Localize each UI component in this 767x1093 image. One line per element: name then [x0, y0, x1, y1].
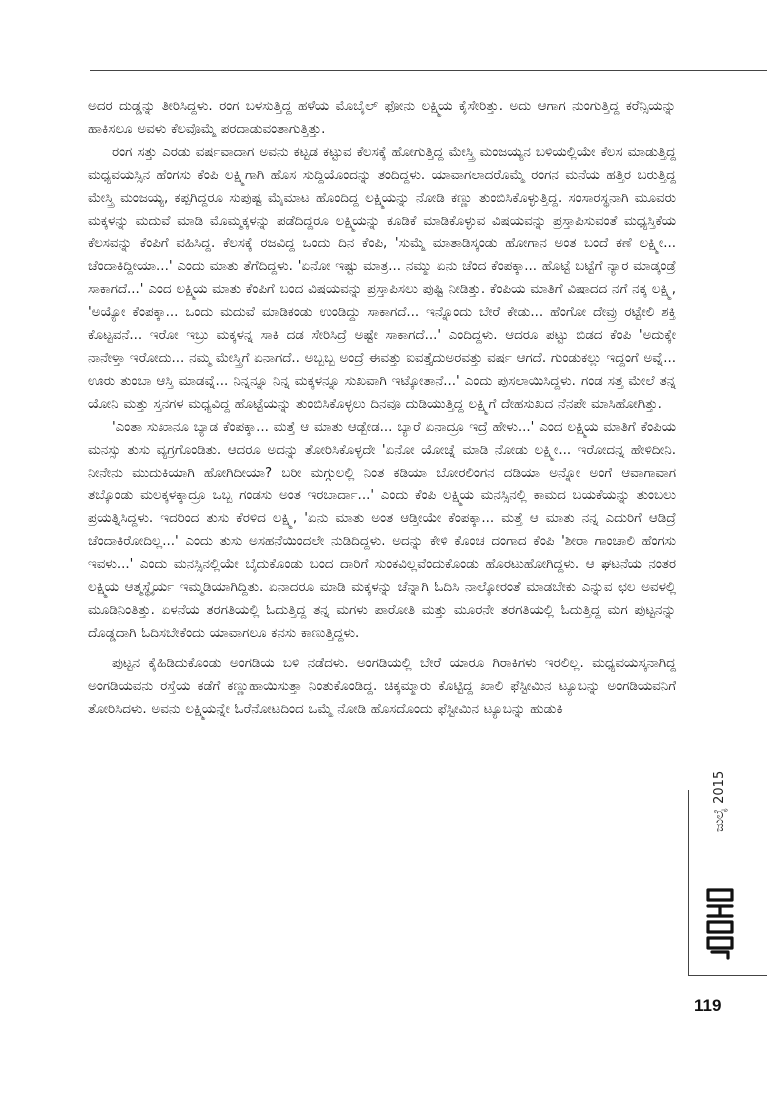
paragraph-1: ಅದರ ದುಡ್ಡನ್ನು ತೀರಿಸಿದ್ದಳು. ರಂಗ ಬಳಸುತ್ತಿದ್ದ ಹಳೆಯ ಮೊಬೈಲ್ ಫೋನು ಲಕ್ಷ್ಮಿಯ ಕೈಸೇರಿತ್ತು. ಅದು ಆಗಾಗ ನುಂಗುತ್ತಿದ್ದ ಕರೆನ್ಸಿಯನ್ನು ಹಾಕಿಸಲೂ ಅವಳು ಕೆಲವೊಮ್ಮೆ ಪರದಾಡುವಂತಾಗುತ್ತಿತ್ತು.	[88, 99, 676, 137]
page-number: 119	[694, 996, 722, 1015]
margin-rule	[688, 790, 689, 975]
paragraph-3: 'ಎಂತಾ ಸುಖಾನೂ ಬ್ಯಾಡ ಕೆಂಪಕ್ಕಾ... ಮತ್ತೆ ಆ ಮಾತು ಆಡ್ಬೇಡ... ಬ್ಯಾರೆ ಏನಾದ್ರೂ ಇದ್ರೆ ಹೇಳು...' ಎಂದ ಲಕ್ಷ್ಮಿಯ ಮಾತಿಗೆ ಕೆಂಪಿಯ ಮನಸ್ಸು ತುಸು ವ್ಯಗ್ರಗೊಂಡಿತು. ಆದರೂ ಅದನ್ನು ತೋರಿಸಿಕೊಳ್ಳದೇ 'ಏನೋ ಯೋಚ್ನೆ ಮಾಡಿ ನೋಡು ಲಕ್ಷ್ಮೀ... ಇರೋದನ್ನ ಹೇಳಿದೀನಿ. ನೀನೇನು ಮುದುಕಿಯಾಗಿ ಹೋಗಿದೀಯಾ? ಬರೀ ಮಗ್ಗುಲಲ್ಲಿ ನಿಂತ ಕಡಿಯಾ ಬೋರಲಿಂಗನ ದಡಿಯಾ ಅನ್ನೋ ಅಂಗೆ ಆವಾಗಾವಾಗ ತಬ್ಕೊಂಡು ಮಲಕ್ಕಳಕ್ಕಾದ್ರೂ ಒಬ್ಬ ಗಂಡಸು ಅಂತ ಇರಬಾರ್ದಾ...' ಎಂದು ಕೆಂಪಿ ಲಕ್ಷ್ಮಿಯ ಮನಸ್ಸಿನಲ್ಲಿ ಕಾಮದ ಬಯಕೆಯನ್ನು ತುಂಬಲು ಪ್ರಯತ್ನಿಸಿದ್ದಳು. ಇದರಿಂದ ತುಸು ಕೆರಳಿದ ಲಕ್ಷ್ಮಿ, 'ಏನು ಮಾತು ಅಂತ ಆಡ್ತೀಯೇ ಕೆಂಪಕ್ಕಾ... ಮತ್ತೆ ಆ ಮಾತು ನನ್ನ ಎದುರಿಗೆ ಆಡಿದ್ರೆ ಚೆಂದಾಕಿರೋದಿಲ್ಲ...' ಎಂದು ತುಸು ಅಸಹನೆಯಿಂದಲೇ ನುಡಿದಿದ್ದಳು. ಅದನ್ನು ಕೇಳಿ ಕೊಂಚ ದಂಗಾದ ಕೆಂಪಿ 'ಶೀರಾ ಗಾಂಚಾಲಿ ಹೆಂಗಸು ಇವಳು...' ಎಂದು ಮನಸ್ಸಿನಲ್ಲಿಯೇ ಬೈದುಕೊಂಡು ಬಂದ ದಾರಿಗೆ ಸುಂಕವಿಲ್ಲವೆಂದುಕೊಂಡು ಹೊರಟುಹೋಗಿದ್ದಳು. ಆ ಘಟನೆಯ ನಂತರ ಲಕ್ಷ್ಮಿಯ ಆತ್ಮಸ್ಥೈರ್ಯ ಇಮ್ಮಡಿಯಾಗಿದ್ದಿತು. ಏನಾದರೂ ಮಾಡಿ ಮಕ್ಕಳನ್ನು ಚೆನ್ನಾಗಿ ಓದಿಸಿ ನಾಲ್ಕೋರಂತೆ ಮಾಡಬೇಕು ಎನ್ನುವ ಛಲ ಅವಳಲ್ಲಿ ಮೂಡಿನಿಂತಿತ್ತು. ಏಳನೆಯ ತರಗತಿಯಲ್ಲಿ ಓದುತ್ತಿದ್ದ ತನ್ನ ಮಗಳು ಪಾರೋತಿ ಮತ್ತು ಮೂರನೇ ತರಗತಿಯಲ್ಲಿ ಓದುತ್ತಿದ್ದ ಮಗ ಪುಟ್ಟನನ್ನು ದೊಡ್ಡದಾಗಿ ಓದಿಸಬೇಕೆಂದು ಯಾವಾಗಲೂ ಕನಸು ಕಾಣುತ್ತಿದ್ದಳು.	[88, 419, 676, 641]
header-rule	[90, 70, 767, 71]
issue-date: ಜುಲೈ 2015	[712, 770, 727, 832]
article-body	[88, 96, 676, 721]
paragraph-2: ರಂಗ ಸತ್ತು ಎರಡು ವರ್ಷವಾದಾಗ ಅವನು ಕಟ್ಟಡ ಕಟ್ಟುವ ಕೆಲಸಕ್ಕೆ ಹೋಗುತ್ತಿದ್ದ ಮೇಸ್ತ್ರಿ ಮಂಜಯ್ಯನ ಬಳಿಯಲ್ಲಿಯೇ ಕೆಲಸ ಮಾಡುತ್ತಿದ್ದ ಮಧ್ಯವಯಸ್ಸಿನ ಹೆಂಗಸು ಕೆಂಪಿ ಲಕ್ಷ್ಮಿಗಾಗಿ ಹೊಸ ಸುದ್ದಿಯೊಂದನ್ನು ತಂದಿದ್ದಳು. ಯಾವಾಗಲಾದರೊಮ್ಮೆ ರಂಗನ ಮನೆಯ ಹತ್ತಿರ ಬರುತ್ತಿದ್ದ ಮೇಸ್ತ್ರಿ ಮಂಜಯ್ಯ, ಕಪ್ಪಗಿದ್ದರೂ ಸುಪುಷ್ಟ ಮೈಮಾಟ ಹೊಂದಿದ್ದ ಲಕ್ಷ್ಮಿಯನ್ನು ನೋಡಿ ಕಣ್ಣು ತುಂಬಿಸಿಕೊಳ್ಳುತ್ತಿದ್ದ. ಸಂಸಾರಸ್ಥನಾಗಿ ಮೂವರು ಮಕ್ಕಳನ್ನು ಮದುವೆ ಮಾಡಿ ಮೊಮ್ಮಕ್ಕಳನ್ನು ಪಡೆದಿದ್ದರೂ ಲಕ್ಷ್ಮಿಯನ್ನು ಕೂಡಿಕೆ ಮಾಡಿಕೊಳ್ಳುವ ವಿಷಯವನ್ನು ಪ್ರಸ್ತಾಪಿಸುವಂತೆ ಮಧ್ಯಸ್ತಿಕೆಯ ಕೆಲಸವನ್ನು ಕೆಂಪಿಗೆ ವಹಿಸಿದ್ದ. ಕೆಲಸಕ್ಕೆ ರಜವಿದ್ದ ಒಂದು ದಿನ ಕೆಂಪಿ, 'ಸುಮ್ಮೆ ಮಾತಾಡಿಸ್ಕಂಡು ಹೋಗಾನ ಅಂತ ಬಂದೆ ಕಣೆ ಲಕ್ಷ್ಮೀ... ಚೆಂದಾಕಿದ್ದೀಯಾ...' ಎಂದು ಮಾತು ತೆಗೆದಿದ್ದಳು. 'ಏನೋ ಇಷ್ಟು ಮಾತ್ರ... ನಮ್ಮು ಏನು ಚೆಂದ ಕೆಂಪಕ್ಕಾ... ಹೊಟ್ಟೆ ಬಟ್ಟೆಗೆ ನ್ಯಾರ ಮಾಡ್ಕಂಡ್ರೆ ಸಾಕಾಗದೆ...' ಎಂದ ಲಕ್ಷ್ಮಿಯ ಮಾತು ಕೆಂಪಿಗೆ ಬಂದ ವಿಷಯವನ್ನು ಪ್ರಸ್ತಾಪಿಸಲು ಪುಷ್ಟಿ ನೀಡಿತ್ತು. ಕೆಂಪಿಯ ಮಾತಿಗೆ ವಿಷಾದದ ನಗೆ ನಕ್ಕ ಲಕ್ಷ್ಮಿ, 'ಅಯ್ಯೋ ಕೆಂಪಕ್ಕಾ... ಒಂದು ಮದುವೆ ಮಾಡಿಕಂಡು ಉಂಡಿದ್ದು ಸಾಕಾಗದೆ... ಇನ್ನೊಂದು ಬೇರೆ ಕೇಡು... ಹೆಂಗೋ ದೇವ್ರು ರಟ್ಟೇಲಿ ಶಕ್ತಿ ಕೊಟ್ಟವನೆ... ಇರೋ ಇಬ್ರು ಮಕ್ಕಳನ್ನ ಸಾಕಿ ದಡ ಸೇರಿಸಿದ್ರೆ ಅಷ್ಟೇ ಸಾಕಾಗದೆ...' ಎಂದಿದ್ದಳು. ಆದರೂ ಪಟ್ಟು ಬಿಡದ ಕೆಂಪಿ 'ಅದುಕ್ಕೇ ನಾನೇಳ್ತಾ ಇರೋದು... ನಮ್ಮ ಮೇಸ್ತ್ರಿಗೆ ಏನಾಗದೆ.. ಅಬ್ಬಬ್ಬ ಅಂದ್ರೆ ಈವತ್ತು ಐವತ್ತೈದುಅರವತ್ತು ವರ್ಷ ಆಗದೆ. ಗುಂಡುಕಲ್ಲು ಇದ್ದಂಗೆ ಅವ್ನೆ... ಊರು ತುಂಬಾ ಆಸ್ತಿ ಮಾಡವ್ನೆ... ನಿನ್ನನ್ನೂ ನಿನ್ನ ಮಕ್ಕಳನ್ನೂ ಸುಖವಾಗಿ ಇಟ್ಕೋತಾನೆ...' ಎಂದು ಪುಸಲಾಯಿಸಿದ್ದಳು. ಗಂಡ ಸತ್ತ ಮೇಲೆ ತನ್ನ ಯೋನಿ ಮತ್ತು ಸ್ತನಗಳ ಮಧ್ಯವಿದ್ದ ಹೊಟ್ಟೆಯನ್ನು ತುಂಬಿಸಿಕೊಳ್ಳಲು ದಿನವೂ ದುಡಿಯುತ್ತಿದ್ದ ಲಕ್ಷ್ಮಿಗೆ ದೇಹಸುಖದ ನೆನಪೇ ಮಾಸಿಹೋಗಿತ್ತು.	[88, 144, 676, 412]
page-number-rule	[688, 975, 767, 976]
paragraph-4: ಪುಟ್ಟನ ಕೈಹಿಡಿದುಕೊಂಡು ಅಂಗಡಿಯ ಬಳಿ ನಡೆದಳು. ಅಂಗಡಿಯಲ್ಲಿ ಬೇರೆ ಯಾರೂ ಗಿರಾಕಿಗಳು ಇರಲಿಲ್ಲ. ಮಧ್ಯವಯಸ್ಕನಾಗಿದ್ದ ಅಂಗಡಿಯವನು ರಸ್ತೆಯ ಕಡೆಗೆ ಕಣ್ಣುಹಾಯಿಸುತ್ತಾ ನಿಂತುಕೊಂಡಿದ್ದ. ಚಿಕ್ಕಮ್ಮಾರು ಕೊಟ್ಟಿದ್ದ ಖಾಲಿ ಫೆಸ್ಟೀಮಿನ ಟ್ಯೂಬನ್ನು ಅಂಗಡಿಯವನಿಗೆ ತೋರಿಸಿದಳು. ಅವನು ಲಕ್ಷ್ಮಿಯನ್ನೇ ಓರೆನೋಟದಿಂದ ಒಮ್ಮೆ ನೋಡಿ ಹೊಸದೊಂದು ಫೆಸ್ಟೀಮಿನ ಟ್ಯೂಬನ್ನು ಹುಡುಕಿ	[88, 655, 676, 717]
magazine-logo	[700, 886, 740, 960]
